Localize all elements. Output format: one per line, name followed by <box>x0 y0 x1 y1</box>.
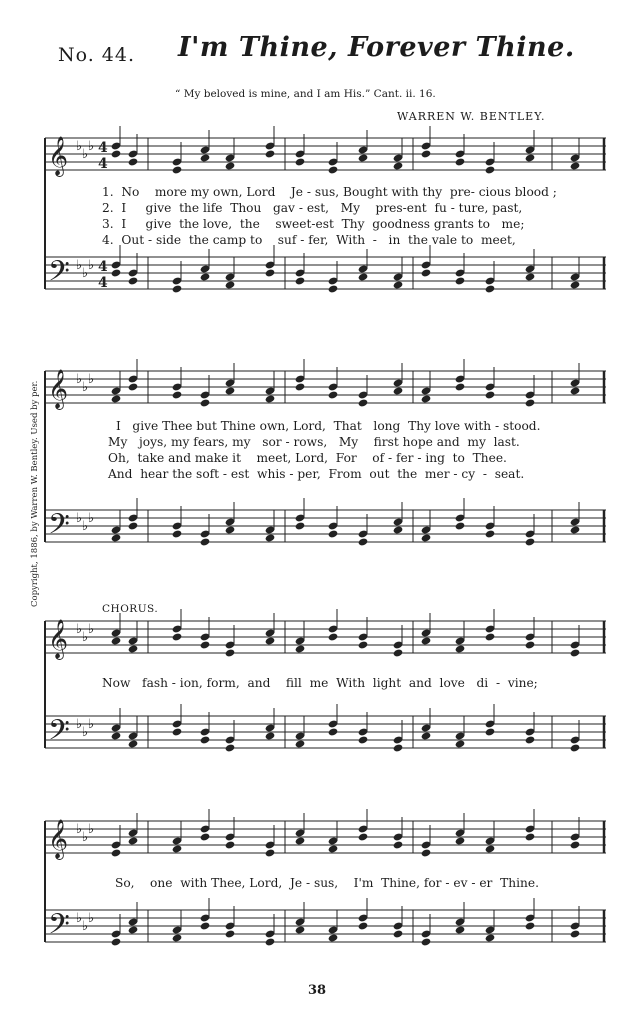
note-head <box>393 280 404 289</box>
note-head <box>358 272 369 281</box>
note-head <box>393 525 404 534</box>
note-head <box>200 921 211 930</box>
note-head <box>328 390 339 399</box>
page-number: 38 <box>308 983 327 998</box>
note-head <box>295 157 306 166</box>
time-signature-bottom: 4 <box>98 275 108 291</box>
chorus-lyrics-2: So, one with Thee, Lord, Je - sus, I'm Thine, for - ev - er Thine. <box>115 876 539 890</box>
note-head <box>265 394 276 403</box>
copyright-notice: Copyright, 1886, by Warren W. Bentley. Used by per. <box>30 380 40 607</box>
flat-sign-icon: ♭ <box>76 258 83 273</box>
hymn-number: No. 44. <box>58 44 136 66</box>
note-head <box>455 276 466 285</box>
note-head <box>128 276 139 285</box>
note-head <box>295 644 306 653</box>
note-head <box>421 268 432 277</box>
flat-sign-icon: ♭ <box>82 380 89 395</box>
note-head <box>421 848 432 857</box>
treble-clef-icon: 𝄞 <box>48 619 69 659</box>
note-head <box>570 840 581 849</box>
note-head <box>393 743 404 752</box>
note-head <box>393 648 404 657</box>
note-head <box>295 925 306 934</box>
flat-sign-icon: ♭ <box>88 822 95 837</box>
note-head <box>570 525 581 534</box>
flat-sign-icon: ♭ <box>76 622 83 637</box>
note-head <box>172 165 183 174</box>
bass-clef-icon: 𝄢 <box>48 255 70 295</box>
note-head <box>455 836 466 845</box>
treble-clef-icon: 𝄞 <box>48 369 69 409</box>
note-head <box>421 731 432 740</box>
note-head <box>570 161 581 170</box>
note-head <box>225 161 236 170</box>
note-head <box>358 398 369 407</box>
note-head <box>295 836 306 845</box>
chorus-label: CHORUS. <box>102 603 159 615</box>
note-head <box>265 848 276 857</box>
note-head <box>455 521 466 530</box>
note-head <box>485 933 496 942</box>
note-head <box>570 386 581 395</box>
note-head <box>225 280 236 289</box>
note-head <box>172 844 183 853</box>
note-head <box>421 937 432 946</box>
note-head <box>525 832 536 841</box>
flat-sign-icon: ♭ <box>76 822 83 837</box>
note-head <box>393 386 404 395</box>
note-head <box>265 149 276 158</box>
note-head <box>485 844 496 853</box>
flat-sign-icon: ♭ <box>76 372 83 387</box>
note-head <box>225 840 236 849</box>
note-head <box>328 844 339 853</box>
flat-sign-icon: ♭ <box>82 630 89 645</box>
verse-line-3: 3. I give the love, the sweet-est Thy goodness grants to me; <box>102 217 525 231</box>
flat-sign-icon: ♭ <box>88 717 95 732</box>
verse2-line-3: Oh, take and make it meet, Lord, For of - fer - ing to Thee. <box>108 451 507 465</box>
note-head <box>172 390 183 399</box>
flat-sign-icon: ♭ <box>88 372 95 387</box>
note-head <box>295 276 306 285</box>
note-head <box>328 529 339 538</box>
note-head <box>525 537 536 546</box>
note-head <box>328 165 339 174</box>
verse2-line-1: I give Thee but Thine own, Lord, That long Thy love with - stood. <box>116 419 541 433</box>
note-head <box>485 727 496 736</box>
note-head <box>393 840 404 849</box>
note-head <box>111 533 122 542</box>
note-head <box>172 632 183 641</box>
chorus-lyrics-1: Now fash - ion, form, and fill me With light and love di - vine; <box>102 676 538 690</box>
note-head <box>525 735 536 744</box>
note-head <box>265 636 276 645</box>
hymn-title: I'm Thine, Forever Thine. <box>178 32 575 63</box>
note-head <box>525 921 536 930</box>
note-head <box>328 632 339 641</box>
note-head <box>455 739 466 748</box>
note-head <box>172 529 183 538</box>
verse-line-4: 4. Out - side the camp to suf - fer, With - in the vale to meet, <box>102 233 516 247</box>
note-head <box>570 648 581 657</box>
note-head <box>328 933 339 942</box>
treble-clef-icon: 𝄞 <box>48 819 69 859</box>
note-head <box>128 644 139 653</box>
note-head <box>485 529 496 538</box>
note-head <box>295 521 306 530</box>
note-head <box>393 161 404 170</box>
note-head <box>455 925 466 934</box>
note-head <box>358 153 369 162</box>
note-head <box>225 648 236 657</box>
note-head <box>225 525 236 534</box>
bass-clef-icon: 𝄢 <box>48 714 70 754</box>
flat-sign-icon: ♭ <box>76 511 83 526</box>
treble-clef-icon: 𝄞 <box>48 136 69 176</box>
epigraph: “ My beloved is mine, and I am His.” Cant. ii. 16. <box>175 88 436 100</box>
note-head <box>455 382 466 391</box>
note-head <box>111 848 122 857</box>
note-head <box>200 537 211 546</box>
flat-sign-icon: ♭ <box>76 717 83 732</box>
note-head <box>128 739 139 748</box>
note-head <box>485 390 496 399</box>
flat-sign-icon: ♭ <box>82 147 89 162</box>
note-head <box>200 735 211 744</box>
note-head <box>525 640 536 649</box>
note-head <box>200 832 211 841</box>
note-head <box>485 284 496 293</box>
note-head <box>200 640 211 649</box>
flat-sign-icon: ♭ <box>82 830 89 845</box>
note-head <box>128 521 139 530</box>
note-head <box>485 632 496 641</box>
note-head <box>200 153 211 162</box>
flat-sign-icon: ♭ <box>88 622 95 637</box>
note-head <box>358 921 369 930</box>
time-signature-top: 4 <box>98 259 108 275</box>
note-head <box>225 743 236 752</box>
note-head <box>421 636 432 645</box>
flat-sign-icon: ♭ <box>76 139 83 154</box>
note-head <box>525 153 536 162</box>
note-head <box>128 157 139 166</box>
note-head <box>295 739 306 748</box>
note-head <box>421 533 432 542</box>
note-head <box>358 640 369 649</box>
note-head <box>265 268 276 277</box>
note-head <box>111 394 122 403</box>
note-head <box>172 284 183 293</box>
note-head <box>421 149 432 158</box>
note-head <box>295 382 306 391</box>
note-head <box>570 743 581 752</box>
verse2-line-2: My joys, my fears, my sor - rows, My first hope and my last. <box>108 435 520 449</box>
note-head <box>393 929 404 938</box>
note-head <box>111 149 122 158</box>
note-head <box>570 929 581 938</box>
note-head <box>128 382 139 391</box>
note-head <box>421 394 432 403</box>
note-head <box>172 933 183 942</box>
note-head <box>570 280 581 289</box>
note-head <box>455 157 466 166</box>
flat-sign-icon: ♭ <box>82 266 89 281</box>
note-head <box>358 832 369 841</box>
flat-sign-icon: ♭ <box>88 511 95 526</box>
note-head <box>128 925 139 934</box>
note-head <box>111 636 122 645</box>
note-head <box>111 937 122 946</box>
note-head <box>200 272 211 281</box>
time-signature-top: 4 <box>98 140 108 156</box>
note-head <box>128 836 139 845</box>
note-head <box>225 929 236 938</box>
note-head <box>485 165 496 174</box>
flat-sign-icon: ♭ <box>88 258 95 273</box>
note-head <box>200 398 211 407</box>
time-signature-bottom: 4 <box>98 156 108 172</box>
verse-line-1: 1. No more my own, Lord Je - sus, Bought with thy pre- cious blood ; <box>102 185 557 199</box>
note-head <box>525 398 536 407</box>
flat-sign-icon: ♭ <box>88 911 95 926</box>
note-head <box>111 731 122 740</box>
note-head <box>172 727 183 736</box>
bass-clef-icon: 𝄢 <box>48 908 70 948</box>
note-head <box>358 735 369 744</box>
note-head <box>328 727 339 736</box>
note-head <box>111 268 122 277</box>
note-head <box>525 272 536 281</box>
verse2-line-4: And hear the soft - est whis - per, From out the mer - cy - seat. <box>108 467 525 481</box>
verse-line-2: 2. I give the life Thou gav - est, My pres-ent fu - ture, past, <box>102 201 523 215</box>
note-head <box>265 937 276 946</box>
note-head <box>328 284 339 293</box>
flat-sign-icon: ♭ <box>82 725 89 740</box>
flat-sign-icon: ♭ <box>88 139 95 154</box>
flat-sign-icon: ♭ <box>82 519 89 534</box>
note-head <box>358 537 369 546</box>
bass-clef-icon: 𝄢 <box>48 508 70 548</box>
composer: WARREN W. BENTLEY. <box>397 110 546 123</box>
note-head <box>225 386 236 395</box>
flat-sign-icon: ♭ <box>82 919 89 934</box>
note-head <box>455 644 466 653</box>
note-head <box>265 731 276 740</box>
note-head <box>265 533 276 542</box>
flat-sign-icon: ♭ <box>76 911 83 926</box>
